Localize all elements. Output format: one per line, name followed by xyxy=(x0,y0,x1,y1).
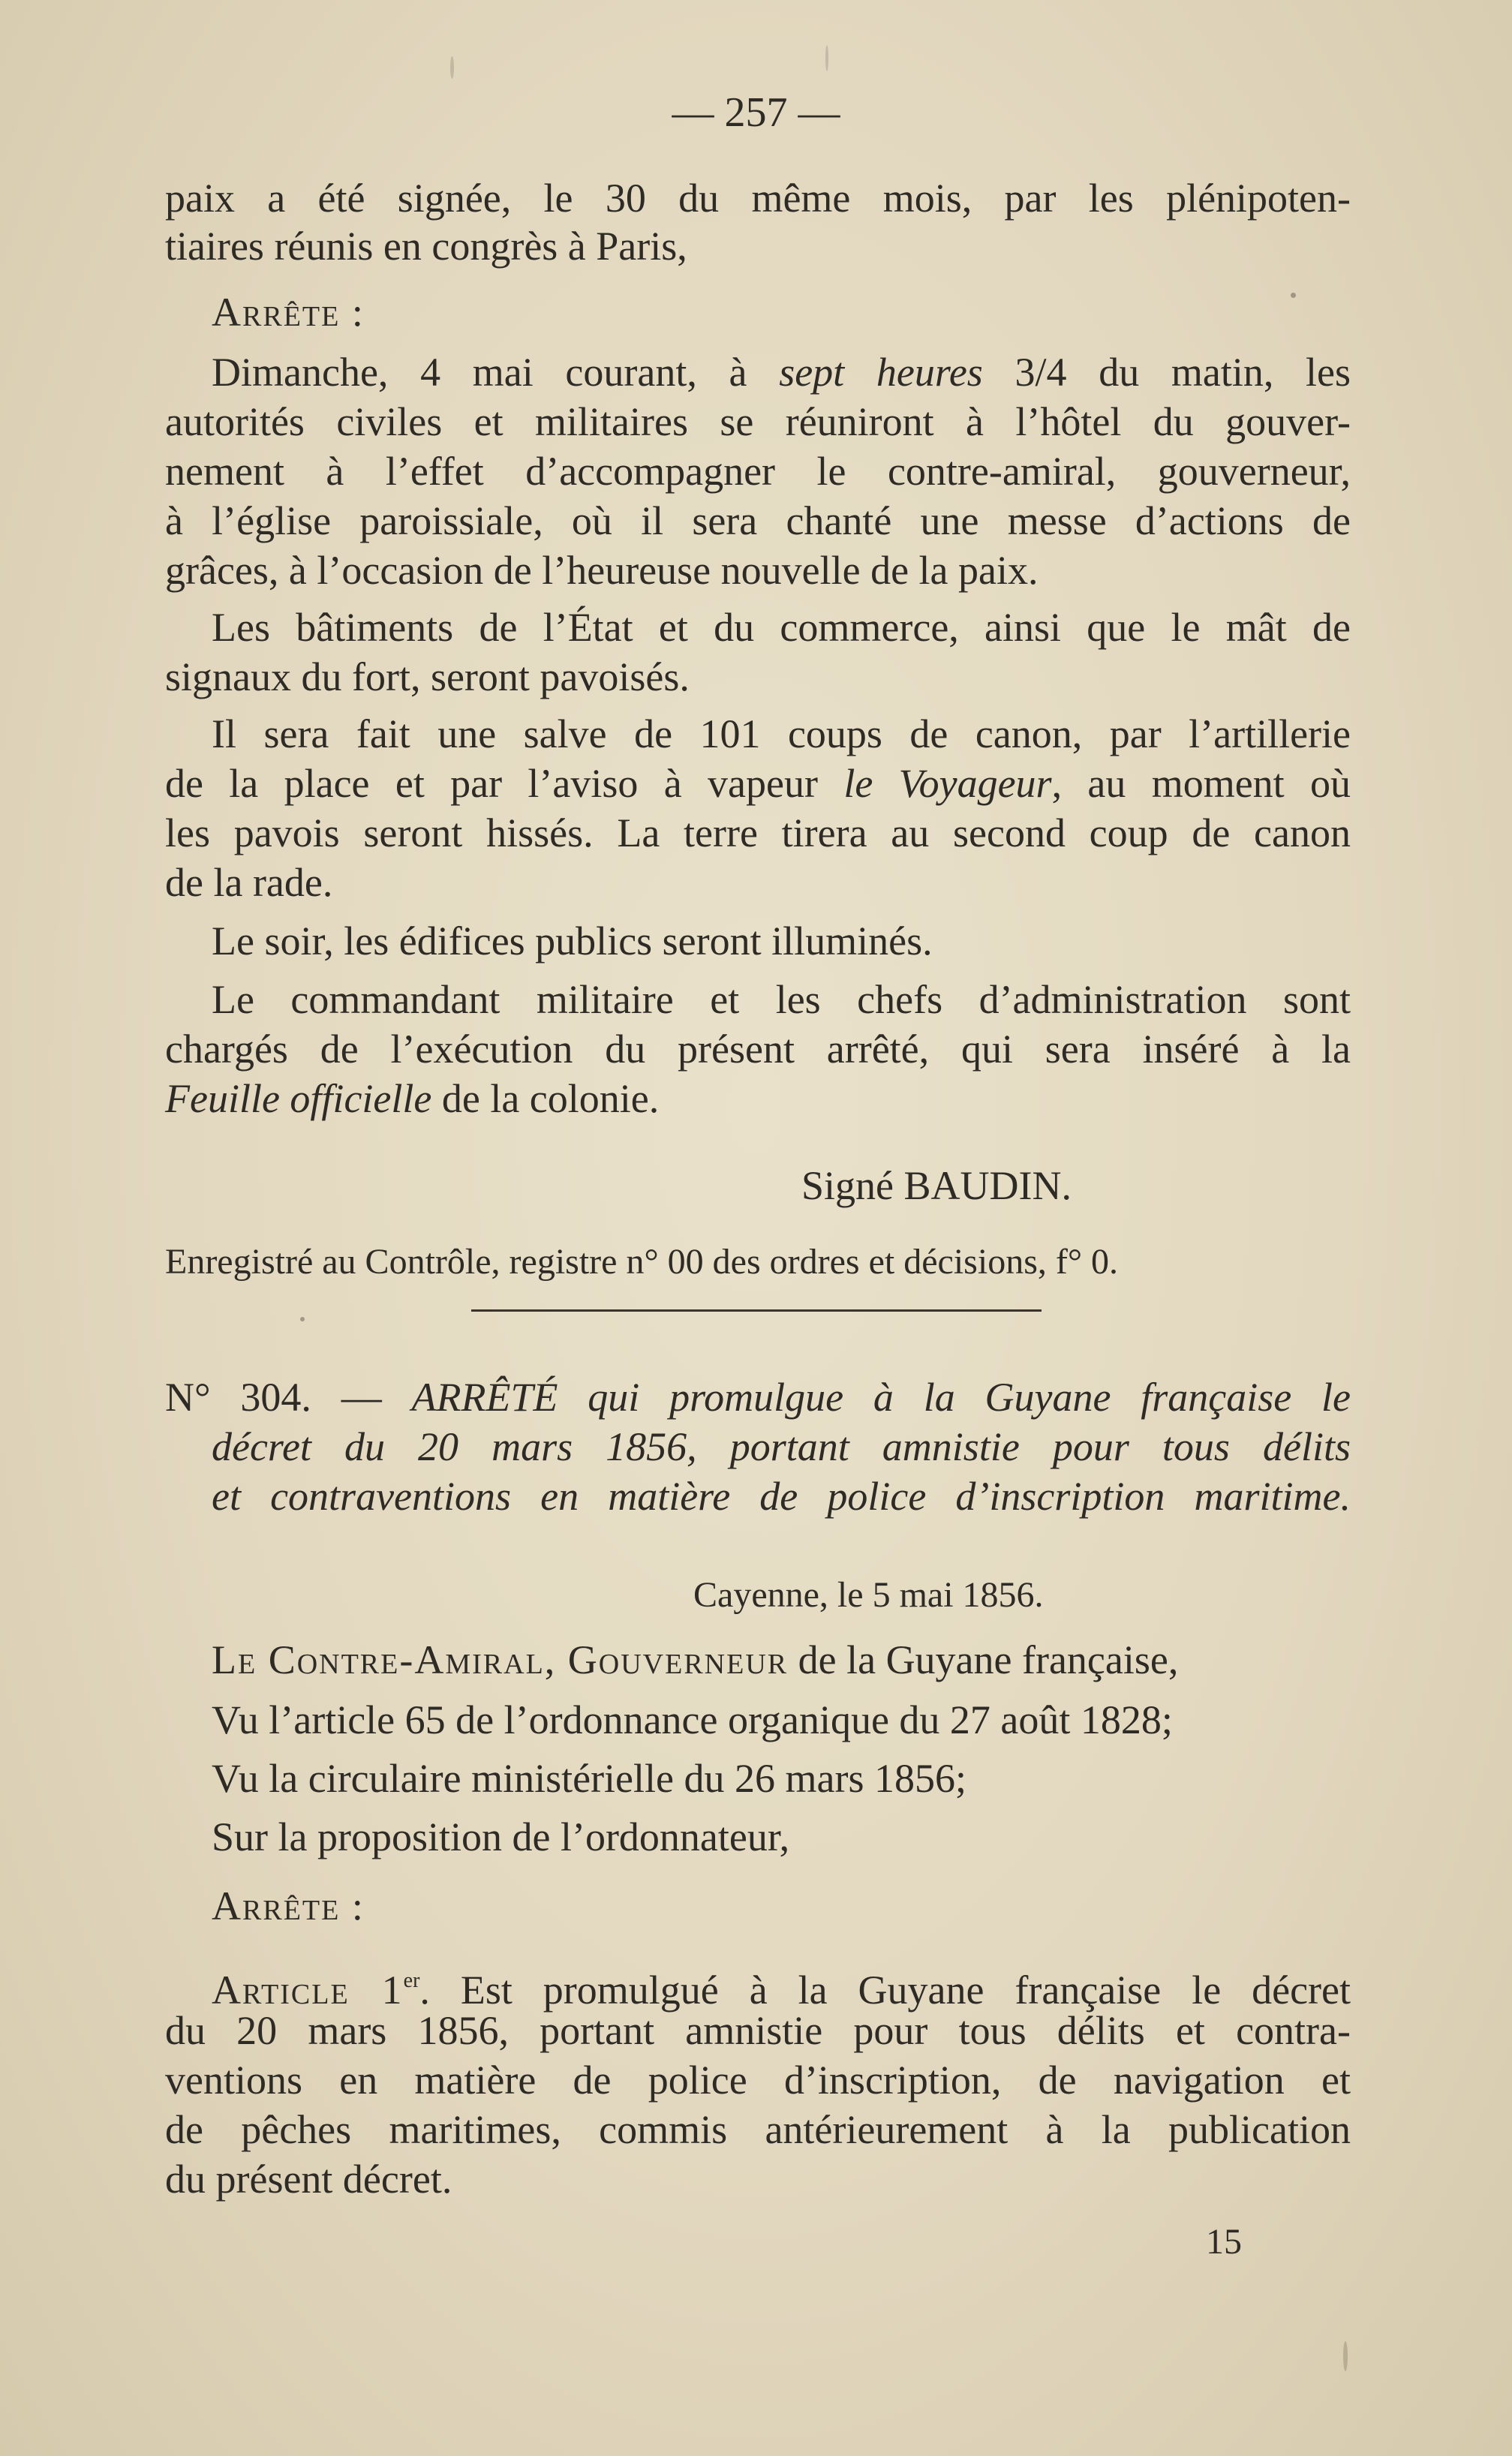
paragraph-line xyxy=(165,1075,659,1123)
paper-speck xyxy=(300,1317,305,1321)
text-line: grâces, à l’occasion de l’heureuse nouvelle de la paix. xyxy=(165,548,1039,593)
italic-run: ARRÊTÉ qui promulgue à la Guyane française le xyxy=(411,1375,1351,1420)
text-line: chargés de l’exécution du présent arrêté, qui sera inséré à la xyxy=(165,1027,1351,1072)
text-line: Vu la circulaire ministérielle du 26 mars 1856; xyxy=(212,1756,966,1801)
italic-run: sept heures xyxy=(779,350,983,395)
text-line: du 20 mars 1856, portant amnistie pour tous délits et contra- xyxy=(165,2008,1351,2053)
italic-run: Feuille officielle xyxy=(165,1076,432,1121)
text-run: de la place et par l’aviso à vapeur xyxy=(165,761,818,806)
dateline: Cayenne, le 5 mai 1856. xyxy=(693,1575,1044,1615)
paragraph-line xyxy=(212,1636,1178,1684)
signature-line: Signé BAUDIN. xyxy=(801,1163,1072,1208)
text-line: du présent décret. xyxy=(165,2157,452,2202)
paragraph-line xyxy=(212,1957,1351,2014)
text-line: Le commandant militaire et les chefs d’administration sont xyxy=(212,977,1351,1022)
decree-title-line: décret du 20 mars 1856, portant amnistie pour tous délits xyxy=(212,1424,1351,1469)
text-run: , au moment où xyxy=(1051,761,1351,806)
text-line: paix a été signée, le 30 du même mois, par les plénipoten- xyxy=(165,176,1351,221)
text-run: de la colonie. xyxy=(441,1076,660,1121)
text-run: . Est promulgué à la Guyane française le décret xyxy=(419,1968,1351,2013)
decree-number: N° 304. — xyxy=(165,1375,382,1420)
text-run: Dimanche, 4 mai courant, à xyxy=(212,350,747,395)
text-line: Les bâtiments de l’État et du commerce, ainsi que le mât de xyxy=(212,605,1351,650)
paper-speck xyxy=(450,56,454,79)
italic-run: le Voyageur xyxy=(843,761,1052,806)
text-line: de la rade. xyxy=(165,860,333,905)
decree-title-line: et contraventions en matière de police d’inscription maritime. xyxy=(212,1474,1351,1519)
decree-title-line xyxy=(165,1373,1351,1421)
text-line: Vu l’article 65 de l’ordonnance organique du 27 août 1828; xyxy=(212,1697,1173,1742)
paper-speck xyxy=(1291,293,1296,298)
text-line: autorités civiles et militaires se réuniront à l’hôtel du gouver- xyxy=(165,399,1351,444)
text-line: ventions en matière de police d’inscription, de navigation et xyxy=(165,2058,1351,2103)
text-line: Le soir, les édifices publics seront illuminés. xyxy=(212,918,933,963)
text-line: à l’église paroissiale, où il sera chanté une messe d’actions de xyxy=(165,498,1351,543)
text-line: Sur la proposition de l’ordonnateur, xyxy=(212,1814,790,1859)
arrete-heading: Arrête : xyxy=(212,1883,365,1928)
signature-mark: 15 xyxy=(1206,2222,1242,2262)
text-line: Il sera fait une salve de 101 coups de canon, par l’artillerie xyxy=(212,711,1351,756)
paper-speck xyxy=(825,45,828,71)
registration-note: Enregistré au Contrôle, registre n° 00 des ordres et décisions, f° 0. xyxy=(165,1242,1119,1282)
paper-speck xyxy=(1343,2341,1348,2371)
paragraph-line xyxy=(212,348,1351,396)
paragraph-line xyxy=(165,759,1351,807)
section-divider xyxy=(471,1309,1042,1312)
text-line: signaux du fort, seront pavoisés. xyxy=(165,654,690,699)
text-line: tiaires réunis en congrès à Paris, xyxy=(165,224,687,269)
gov-title: Le Contre-Amiral, Gouverneur xyxy=(212,1637,789,1682)
text-run: de la Guyane française, xyxy=(798,1637,1179,1682)
arrete-heading: Arrête : xyxy=(212,290,365,335)
text-line: les pavois seront hissés. La terre tirera au second coup de canon xyxy=(165,810,1351,855)
article-label: Article 1 xyxy=(212,1968,404,2013)
text-line: de pêches maritimes, commis antérieurement à la publication xyxy=(165,2107,1351,2152)
text-run: 3/4 du matin, les xyxy=(1015,350,1351,395)
article-suffix: er xyxy=(403,1969,420,1992)
page-number: — 257 — xyxy=(672,89,840,136)
text-line: nement à l’effet d’accompagner le contre-amiral, gouverneur, xyxy=(165,449,1351,494)
